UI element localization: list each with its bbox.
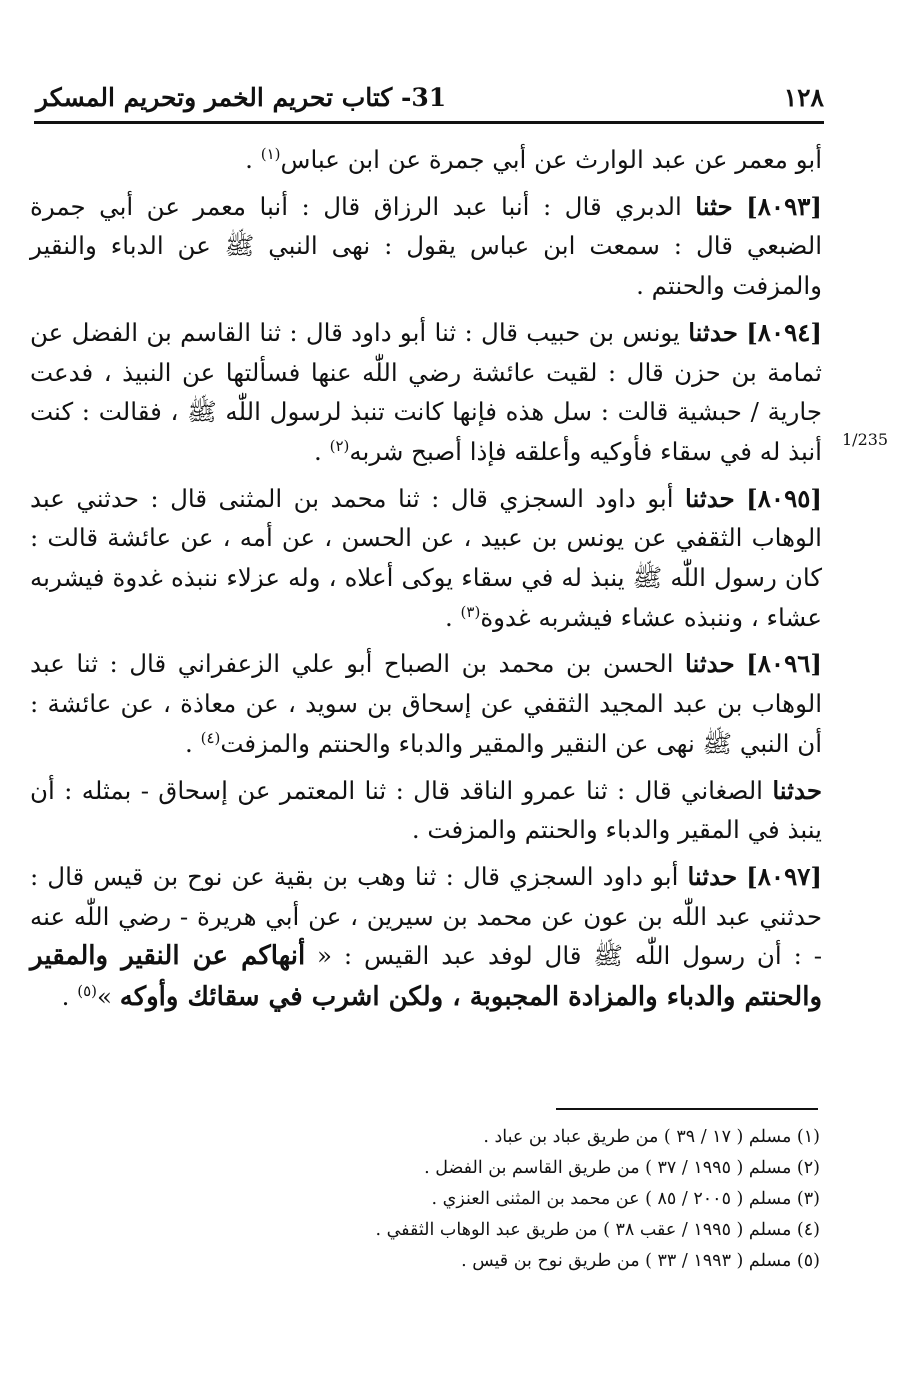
hadith-body — [30, 140, 822, 1025]
footnote-ref: (٥) — [77, 981, 98, 1000]
footnotes — [300, 1122, 820, 1277]
footnote-4: (٤) مسلم ( ١٩٩٥ / عقب ٣٨ ) من طريق عبد الوهاب الثقفي . — [375, 1220, 820, 1240]
header-rule — [34, 121, 824, 124]
footnote-ref: (٢) — [329, 436, 350, 455]
hadith-8096-variant: حدثنا الصغاني قال : ثنا عمرو الناقد قال : ثنا المعتمر عن إسحاق - بمثله : أن ينبذ في المقير والدباء والحنتم والمزفت . — [30, 775, 822, 845]
footnote-5: (٥) مسلم ( ١٩٩٣ / ٣٣ ) من طريق نوح بن قيس . — [461, 1251, 820, 1271]
narration-lead: حثنا — [695, 191, 733, 221]
running-header — [36, 72, 824, 112]
footnote-ref: (٣) — [460, 602, 481, 621]
hadith-number: [٨٠٩٦] — [746, 649, 822, 679]
narration-lead: حدثنا — [688, 317, 738, 347]
footnote-1: (١) مسلم ( ١٧ / ٣٩ ) من طريق عباد بن عباد . — [483, 1127, 820, 1147]
footnote-3: (٣) مسلم ( ٢٠٠٥ / ٨٥ ) عن محمد بن المثنى العنزي . — [431, 1189, 820, 1209]
hadith-number: [٨٠٩٥] — [746, 483, 822, 513]
narration-lead: حدثنا — [687, 861, 738, 891]
footnote-2: (٢) مسلم ( ١٩٩٥ / ٣٧ ) من طريق القاسم بن الفضل . — [424, 1158, 820, 1178]
footnote-ref: (٤) — [200, 728, 221, 747]
hadith-number: [٨٠٩٤] — [746, 317, 823, 347]
prophetic-quote: أنهاكم عن النقير والمقير والحنتم والدباء والمزادة المجبوبة ، ولكن اشرب في سقائك وأوكه — [30, 941, 822, 1013]
narration-lead: حدثنا — [685, 483, 735, 513]
footnote-rule — [556, 1108, 818, 1110]
hadith-number: [٨٠٩٧] — [746, 861, 822, 891]
footnote-ref: (١) — [260, 144, 281, 163]
hadith-number: [٨٠٩٣] — [746, 191, 822, 221]
narration-lead: حدثنا — [685, 649, 735, 679]
hadith-8095: [٨٠٩٥] حدثنا أبو داود السجزي قال : ثنا محمد بن المثنى قال : حدثني عبد الوهاب الثقفي عن يونس بن عبيد ، عن الحسن ، عن أمه ، عن عائشة قالت : كان رسول اللّٰه ﷺ ينبذ له في سقاء يوكى أعلاه ، وله عزلاء ننبذه غدوة فيشربه عشاء ، وننبذه عشاء فيشربه غدوة$^{(٣)}$ . — [30, 483, 822, 632]
hadith-8097: [٨٠٩٧] حدثنا أبو داود السجزي قال : ثنا وهب بن بقية عن نوح بن قيس قال : حدثني عبد اللّٰه بن عون عن محمد بن سيرين ، عن أبي هريرة - رضي اللّٰه عنه - : أن رسول اللّٰه ﷺ قال لوفد عبد القيس : « أنهاكم عن النقير والمقير والحنتم والدباء والمزادة المجبوبة ، ولكن اشرب في سقائك وأوكه »$^{(٥)}$ . — [30, 861, 823, 1013]
chapter-title: 31- كتاب تحريم الخمر وتحريم المسكر — [36, 83, 447, 112]
hadith-8094: [٨٠٩٤] حدثنا يونس بن حبيب قال : ثنا أبو داود قال : ثنا القاسم بن الفضل عن ثمامة بن حزن قال : لقيت عائشة رضي اللّٰه عنها فسألتها عن النبيذ ، فدعت جارية / حبشية قالت : سل هذه فإنها كانت تنبذ لرسول اللّٰه ﷺ ، فقالت : كنت أنبذ له في سقاء فأوكيه وأعلقه فإذا أصبح شربه$^{(٢)}$ . — [30, 317, 823, 466]
hadith-8096: [٨٠٩٦] حدثنا الحسن بن محمد بن الصباح أبو علي الزعفراني قال : ثنا عبد الوهاب بن عبد المجيد الثقفي عن إسحاق بن سويد ، عن معاذة ، عن عائشة : أن النبي ﷺ نهى عن النقير والمقير والدباء والحنتم والمزفت$^{(٤)}$ . — [30, 649, 822, 758]
hadith-8093: [٨٠٩٣] حثنا الدبري قال : أنبا عبد الرزاق قال : أنبا معمر عن أبي جمرة الضبعي قال : سمعت ابن عباس يقول : نهى النبي ﷺ عن الدباء والنقير والمزفت والحنتم . — [30, 191, 822, 301]
margin-folio-note: 1/235 — [842, 430, 889, 449]
narration-lead: حدثنا — [772, 775, 822, 805]
paragraph-continuation: أبو معمر عن عبد الوارث عن أبي جمرة عن ابن عباس$^{(١)}$ . — [245, 144, 822, 174]
page-number: ١٢٨ — [783, 83, 824, 112]
